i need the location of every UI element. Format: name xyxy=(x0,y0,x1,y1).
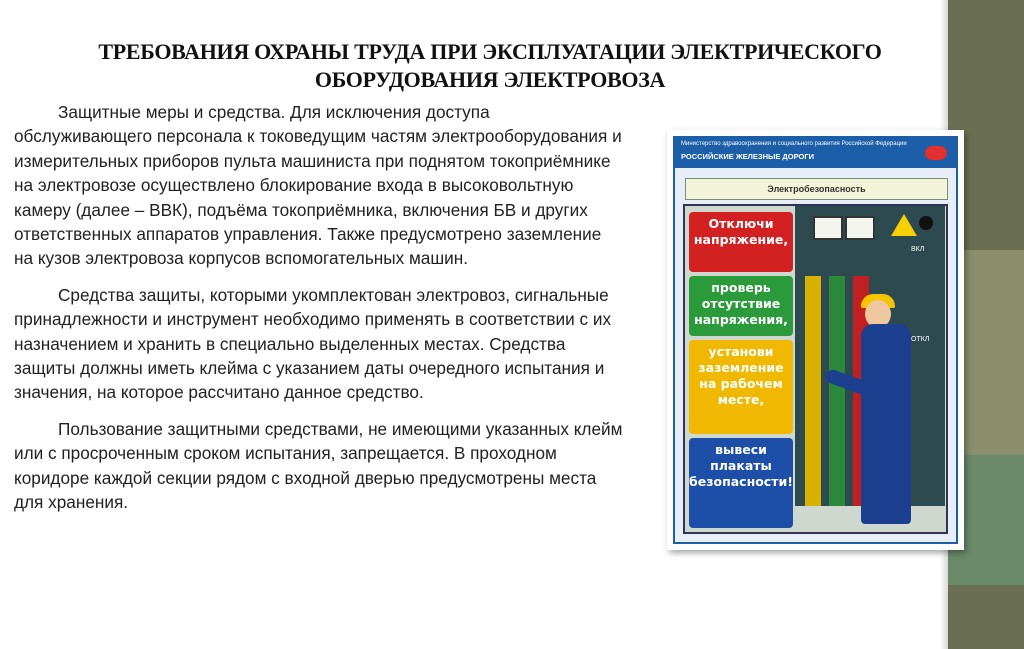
step-4-label: вывеси плакаты безопасности! xyxy=(689,438,793,528)
poster-frame xyxy=(673,136,958,544)
gauge-icon xyxy=(845,216,875,240)
worker-figure xyxy=(861,324,911,524)
body-text xyxy=(14,100,624,527)
busbar xyxy=(805,276,821,506)
paragraph: Средства защиты, которыми укомплектован электровоз, сигнальные принадлежности и инструмент необходимо применять в соответствии с их назначением и хранить в специально выделенных местах. Средства защиты должны иметь клейма с указанием даты очередного испытания и значения, на которое рассчитано данное средство. xyxy=(14,284,612,403)
poster-ministry: Министерство здравоохранения и социального развития Российской Федерации xyxy=(681,141,907,147)
switch-lever-icon xyxy=(919,216,933,230)
poster-header xyxy=(675,138,956,168)
paragraph: Пользование защитными средствами, не имеющими указанных клейм или с просроченным сроком испытания, запрещается. В проходном коридоре каждой секции рядом с входной дверью предусмотрены места для хранения. xyxy=(14,418,623,513)
step-1-label: Отключи напряжение, xyxy=(689,212,793,272)
label-off: ОТКЛ xyxy=(911,336,930,343)
step-3-label: установи заземление на рабочем месте, xyxy=(689,340,793,434)
paragraph: Защитные меры и средства. Для исключения доступа обслуживающего персонала к токоведущим частям электрооборудования и измерительных приборов пульта машиниста при поднятом токоприёмнике на электровозе осуществлено блокирование входа в высоковольтную камеру (далее – ВВК), подъёма токоприёмника, включения БВ и других ответственных аппаратов управления. Также предусмотрено заземление на кузов электровоза корпусов вспомогательных машин. xyxy=(14,102,622,269)
safety-poster xyxy=(667,130,964,550)
high-voltage-warning-icon xyxy=(891,214,917,236)
slide-title: ТРЕБОВАНИЯ ОХРАНЫ ТРУДА ПРИ ЭКСПЛУАТАЦИИ ЭЛЕКТРИЧЕСКОГО ОБОРУДОВАНИЯ ЭЛЕКТРОВОЗА xyxy=(98,39,882,92)
poster-heading: Электробезопасность xyxy=(685,178,948,200)
electrical-panel-illustration xyxy=(683,204,948,534)
decor-band xyxy=(948,585,1024,649)
gauge-icon xyxy=(813,216,843,240)
step-2-label: проверь отсутствие напряжения, xyxy=(689,276,793,336)
label-on: ВКЛ xyxy=(911,246,925,253)
rzd-logo-icon xyxy=(925,146,947,160)
busbar xyxy=(829,276,845,506)
poster-org: РОССИЙСКИЕ ЖЕЛЕЗНЫЕ ДОРОГИ xyxy=(681,152,814,161)
